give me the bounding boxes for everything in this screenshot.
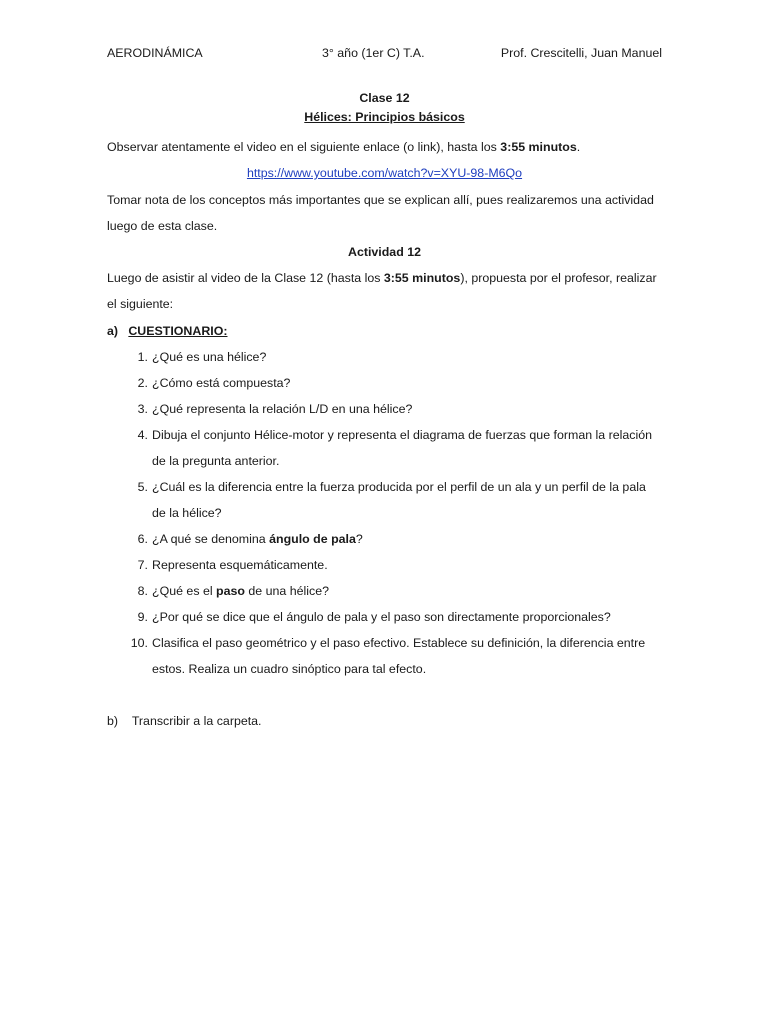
- question-number: 7.: [137, 558, 148, 572]
- page-header: [107, 46, 662, 64]
- question-text-start: ¿A qué se denomina: [152, 532, 270, 546]
- question-number: 9.: [137, 610, 148, 624]
- section-b: [107, 708, 662, 734]
- question-text: ¿Por qué se dice que el ángulo de pala y el paso son directamente proporcionales?: [152, 610, 611, 624]
- question-text: estos. Realiza un cuadro sinóptico para tal efecto.: [152, 662, 427, 676]
- question-text-end: ?: [355, 532, 363, 546]
- activity-intro: [107, 265, 662, 291]
- question-number: 3.: [137, 402, 148, 416]
- question-text-start: ¿Qué es el: [152, 584, 217, 598]
- section-a-label: CUESTIONARIO:: [128, 324, 228, 338]
- question-text: Dibuja el conjunto Hélice-motor y representa el diagrama de fuerzas que forman la relación: [152, 428, 653, 442]
- class-title: Clase 12: [359, 91, 410, 105]
- question-number: 8.: [137, 584, 148, 598]
- question-text: ¿Qué representa la relación L/D en una hélice?: [152, 402, 413, 416]
- intro-text: Observar atentamente el video en el siguiente enlace (o link), hasta los: [107, 140, 501, 154]
- activity-intro-end: ), propuesta por el profesor, realizar: [460, 271, 657, 285]
- question-number: 6.: [137, 532, 148, 546]
- activity-intro-line-2: el siguiente:: [107, 297, 174, 311]
- header-subject: AERODINÁMICA: [107, 46, 203, 60]
- section-a-marker: a): [107, 324, 119, 338]
- intro-time: 3:55 minutos: [500, 140, 577, 154]
- question-number: 5.: [137, 480, 148, 494]
- question-text: [152, 526, 662, 552]
- question-text: [152, 578, 662, 604]
- question-term: paso: [216, 584, 245, 598]
- question-text: de la hélice?: [152, 506, 222, 520]
- question-text-end: de una hélice?: [244, 584, 330, 598]
- question-text: Clasifica el paso geométrico y el paso efectivo. Establece su definición, la diferencia entre: [152, 636, 646, 650]
- header-course: 3° año (1er C) T.A.: [322, 46, 425, 60]
- video-link-line: [107, 160, 662, 186]
- activity-title: Actividad 12: [348, 245, 421, 259]
- section-b-marker: b): [107, 714, 119, 728]
- question-text: de la pregunta anterior.: [152, 454, 280, 468]
- question-term: ángulo de pala: [269, 532, 356, 546]
- question-text: Representa esquemáticamente.: [152, 558, 328, 572]
- class-subtitle: Hélices: Principios básicos: [304, 110, 465, 124]
- question-text: ¿Cuál es la diferencia entre la fuerza producida por el perfil de un ala y un perfil de la pala: [152, 480, 646, 494]
- question-number: 1.: [137, 350, 148, 364]
- video-link[interactable]: https://www.youtube.com/watch?v=XYU-98-M6Qo: [246, 166, 523, 180]
- question-number: 2.: [137, 376, 148, 390]
- activity-intro-text: Luego de asistir al video de la Clase 12 (hasta los: [107, 271, 384, 285]
- question-text: ¿Qué es una hélice?: [152, 350, 267, 364]
- section-a-heading: [107, 318, 662, 344]
- question-text: ¿Cómo está compuesta?: [152, 376, 291, 390]
- question-number: 4.: [137, 428, 148, 442]
- note-line-1: Tomar nota de los conceptos más importantes que se explican allí, pues realizaremos una actividad: [107, 193, 654, 207]
- question-number: 10.: [130, 636, 148, 650]
- note-line-2: luego de esta clase.: [107, 219, 218, 233]
- header-teacher: Prof. Crescitelli, Juan Manuel: [500, 46, 662, 60]
- activity-intro-time: 3:55 minutos: [383, 271, 461, 285]
- section-b-text: Transcribir a la carpeta.: [131, 714, 262, 728]
- intro-end: .: [576, 140, 581, 154]
- intro-paragraph: [107, 134, 662, 160]
